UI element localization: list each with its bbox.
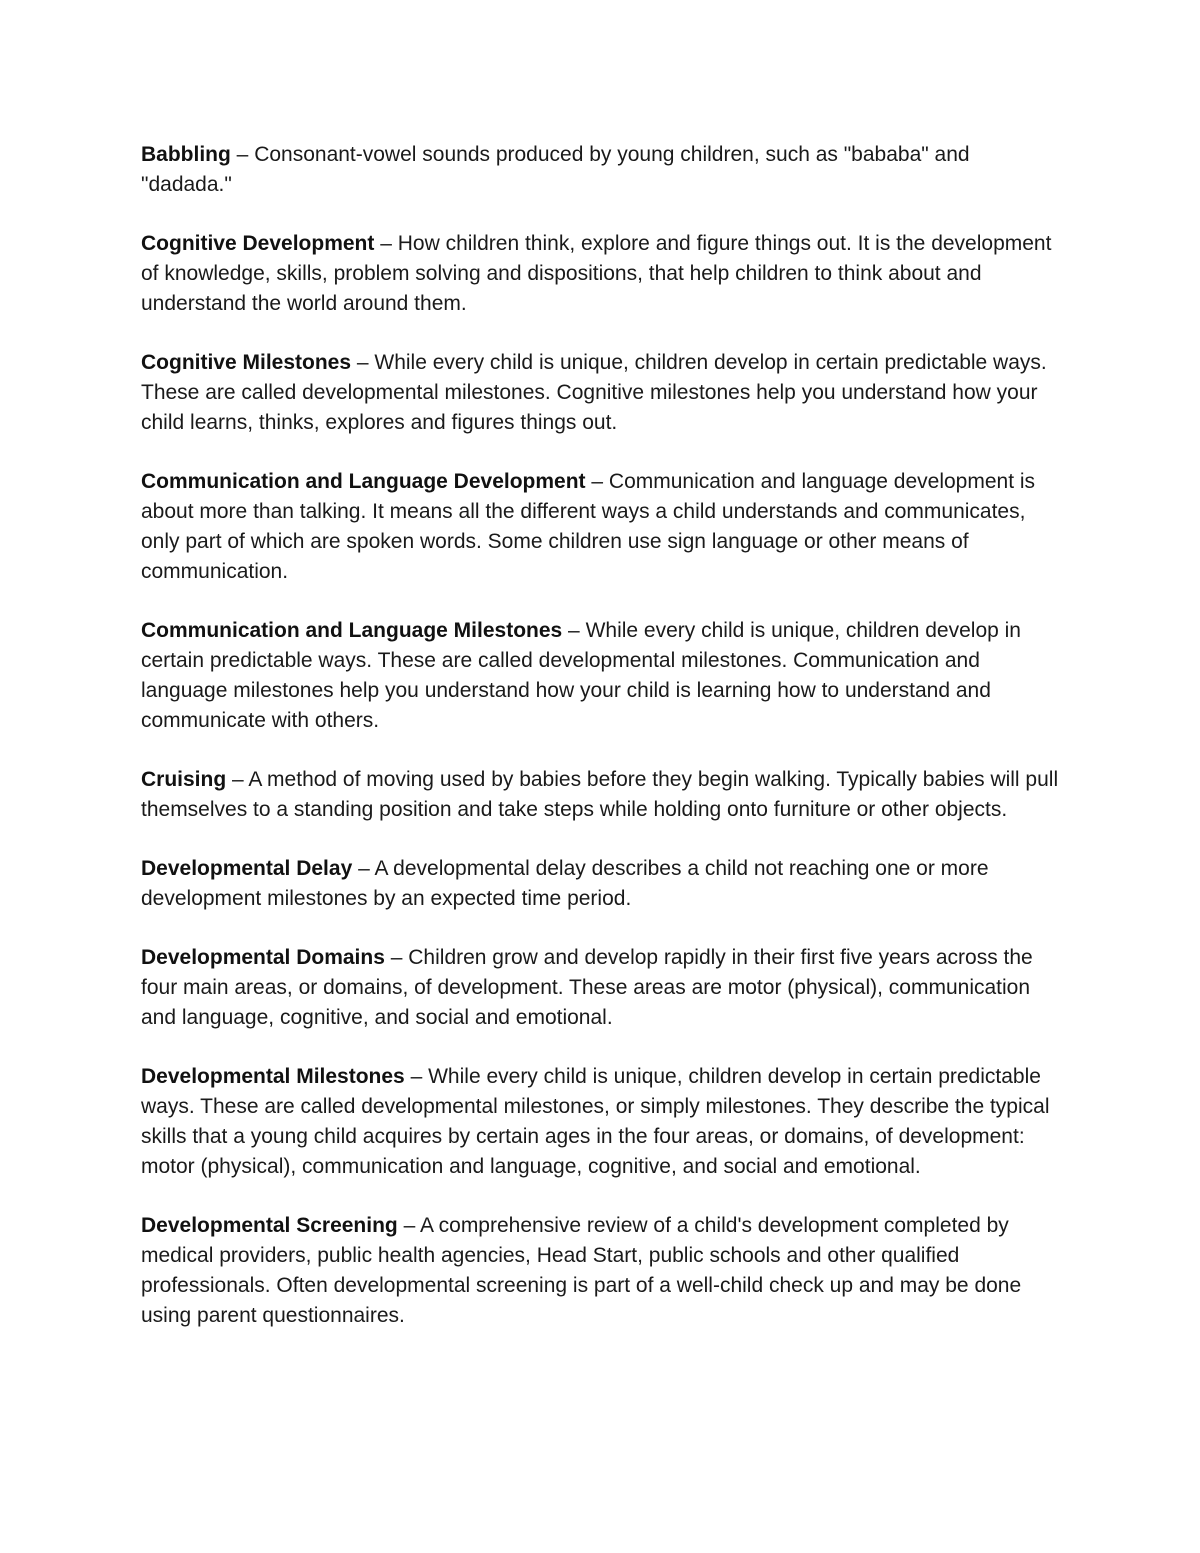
- term-separator: –: [374, 232, 398, 255]
- glossary-term: Cognitive Milestones: [141, 351, 352, 374]
- term-separator: –: [562, 619, 586, 642]
- glossary-term: Developmental Domains: [141, 946, 385, 969]
- term-separator: –: [226, 768, 249, 791]
- glossary-term: Babbling: [141, 143, 231, 166]
- glossary-term: Developmental Screening: [141, 1214, 398, 1237]
- term-separator: –: [384, 946, 409, 969]
- glossary-entry-babbling: [141, 140, 1061, 200]
- glossary-entry-cruising: [141, 765, 1061, 825]
- term-separator: –: [585, 470, 609, 493]
- glossary-definition: While every child is unique, children develop in certain predictable ways. These are called developmental milestones, or simply milestones. They describe the typical skills that a young child acquires by certain ages in the four areas, or domains, of development: motor (physical), communication and language, cognitive, and social and emotional.: [141, 1065, 1050, 1178]
- glossary-entry-developmental-delay: [141, 854, 1061, 914]
- term-separator: –: [352, 857, 375, 880]
- glossary-term: Communication and Language Development: [141, 470, 586, 493]
- glossary-definition: Children grow and develop rapidly in their first five years across the four main areas, or domains, of development. These areas are motor (physical), communication and language, cognitive, and social and emotional.: [141, 946, 1033, 1029]
- glossary-term: Communication and Language Milestones: [141, 619, 563, 642]
- glossary-definition: Consonant-vowel sounds produced by young children, such as "bababa" and "dadada.": [141, 143, 970, 196]
- glossary-definition: A developmental delay describes a child not reaching one or more development milestones by an expected time period.: [141, 857, 989, 910]
- glossary-definition: How children think, explore and figure things out. It is the development of knowledge, skills, problem solving and dispositions, that help children to think about and understand the world around them.: [141, 232, 1052, 315]
- glossary-term: Developmental Delay: [141, 857, 353, 880]
- term-separator: –: [351, 351, 375, 374]
- glossary-entry-developmental-screening: [141, 1211, 1061, 1331]
- glossary-definition: While every child is unique, children develop in certain predictable ways. These are called developmental milestones. Communication and language milestones help you understand how your child is learning how to understand and communicate with others.: [141, 619, 1021, 732]
- glossary-list: [141, 140, 1061, 1360]
- glossary-term: Cruising: [141, 768, 227, 791]
- glossary-entry-developmental-domains: [141, 943, 1061, 1033]
- glossary-definition: A method of moving used by babies before they begin walking. Typically babies will pull themselves to a standing position and take steps while holding onto furniture or other objects.: [141, 768, 1059, 821]
- glossary-definition: While every child is unique, children develop in certain predictable ways. These are called developmental milestones. Cognitive milestones help you understand how your child learns, thinks, explores and figures things out.: [141, 351, 1047, 434]
- term-separator: –: [397, 1214, 420, 1237]
- glossary-definition: A comprehensive review of a child's development completed by medical providers, public health agencies, Head Start, public schools and other qualified professionals. Often developmental screening is part of a well-child check up and may be done using parent questionnaires.: [141, 1214, 1022, 1327]
- glossary-entry-cognitive-milestones: [141, 348, 1061, 438]
- glossary-term: Developmental Milestones: [141, 1065, 405, 1088]
- glossary-entry-communication-language-development: [141, 467, 1061, 587]
- glossary-entry-communication-language-milestones: [141, 616, 1061, 736]
- glossary-term: Cognitive Development: [141, 232, 375, 255]
- term-separator: –: [404, 1065, 429, 1088]
- glossary-entry-developmental-milestones: [141, 1062, 1061, 1182]
- glossary-entry-cognitive-development: [141, 229, 1061, 319]
- term-separator: –: [230, 143, 255, 166]
- glossary-definition: Communication and language development is about more than talking. It means all the different ways a child understands and communicates, only part of which are spoken words. Some children use sign language or other means of communication.: [141, 470, 1036, 583]
